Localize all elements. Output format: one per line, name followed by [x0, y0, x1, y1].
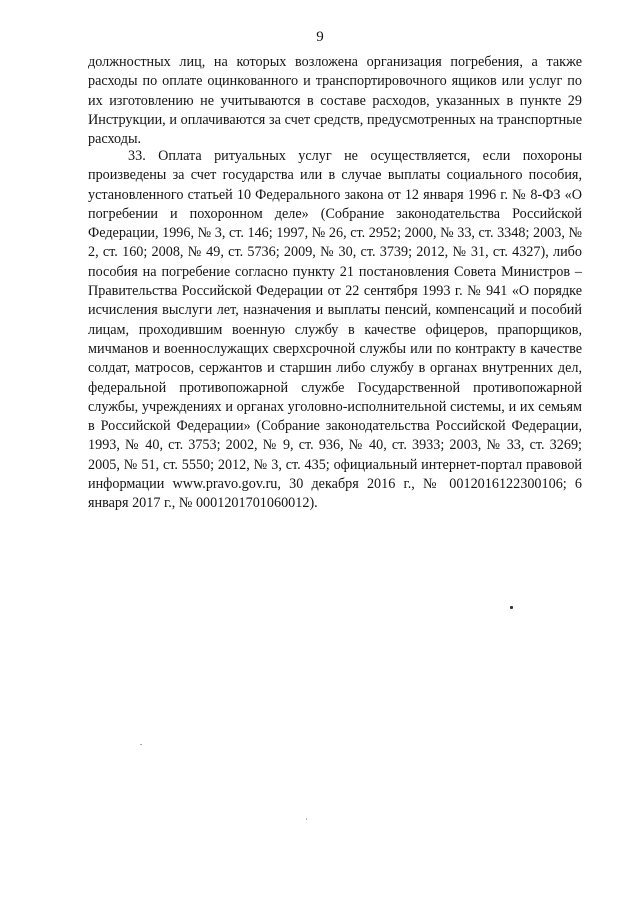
- scan-speck: [140, 744, 142, 745]
- scan-speck: [306, 818, 307, 820]
- paragraph-33: 33. Оплата ритуальных услуг не осуществляется, если похороны произведены за счет государства или в случае выплаты социального пособия, установленного статьей 10 Федерального закона от 12 января 1996 г. № 8-ФЗ «О погребении и похоронном деле» (Собрание законодательства Российской Федерации, 1996, № 3, ст. 146; 1997, № 26, ст. 2952; 2000, № 33, ст. 3348; 2003, № 2, ст. 160; 2008, № 49, ст. 5736; 2009, № 30, ст. 3739; 2012, № 31, ст. 4327), либо пособия на погребение согласно пункту 21 постановления Совета Министров – Правительства Российской Федерации от 22 сентября 1993 г. № 941 «О порядке исчисления выслуги лет, назначения и выплаты пенсий, компенсаций и пособий лицам, проходившим военную службу в качестве офицеров, прапорщиков, мичманов и военнослужащих сверхсрочной службы или по контракту в качестве солдат, матросов, сержантов и старшин либо службу в органах внутренних дел, федеральной противопожарной службе Государственной противопожарной службы, учреждениях и органах уголовно-исполнительной системы, и их семьям в Российской Федерации» (Собрание законодательства Российской Федерации, 1993, № 40, ст. 3753; 2002, № 9, ст. 936, № 40, ст. 3933; 2003, № 33, ст. 3269; 2005, № 51, ст. 5550; 2012, № 3, ст. 435; официальный интернет-портал правовой информации www.pravo.gov.ru, 30 декабря 2016 г., № 0012016122300106; 6 января 2017 г., № 0001201701060012).: [88, 148, 582, 512]
- page-number: 9: [316, 29, 324, 45]
- scan-speck: [510, 606, 513, 609]
- paragraph-continuation: должностных лиц, на которых возложена организация погребения, а также расходы по оплате оцинкованного и транспортировочного ящиков или услуг по их изготовлению не учитываются в составе расходов, указанных в пункте 29 Инструкции, и оплачиваются за счет средств, предусмотренных на транспортные расходы.: [88, 54, 582, 148]
